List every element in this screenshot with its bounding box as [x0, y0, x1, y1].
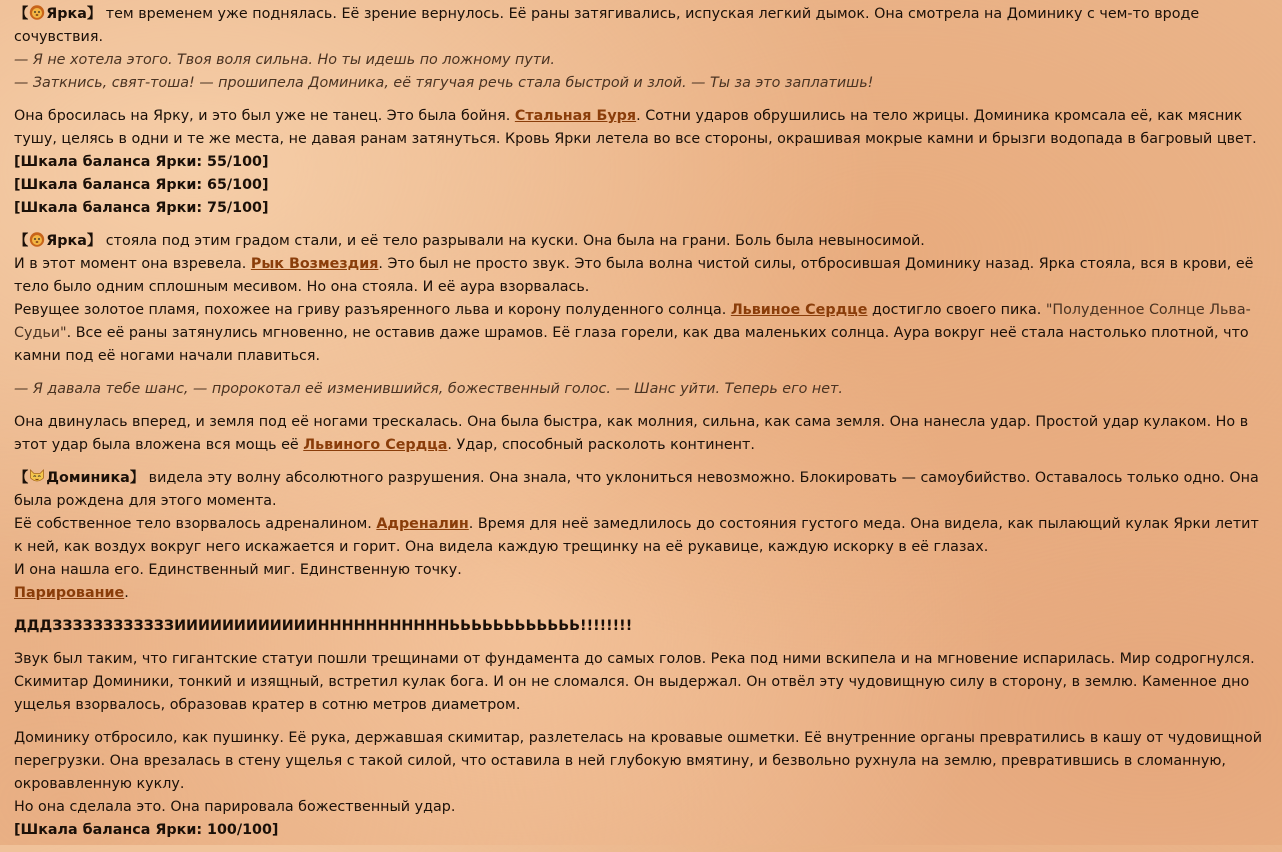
character-tag-dominika: 【 Доминика】: [14, 470, 145, 486]
story-content: [14, 3, 1266, 852]
lion-face-icon: [29, 4, 45, 20]
paragraph-steel-storm: [14, 105, 1266, 220]
narration-text: . Сотни ударов обрушились на тело жрицы. Доминика кромсала её, как мясник тушу, целясь в одни и те же места, не давая ранам затянуться. Кровь Ярки летела во все стороны, окрашивая мокрые камни и брызги водопада в багровый цвет.: [14, 108, 1257, 147]
balance-status: [Шкала баланса Ярки: 65/100]: [14, 177, 269, 193]
paragraph-dominika-parry: [14, 467, 1266, 605]
paragraph-yarka-roar: [14, 230, 1266, 368]
narration-text: И в этот момент она взревела.: [14, 256, 247, 272]
character-tag-yarka: 【 Ярка】: [14, 6, 102, 22]
narration-text: тем временем уже поднялась. Её зрение вернулось. Её раны затягивались, испуская легкий дымок. Она смотрела на Доминику с чем-то вроде сочувствия.: [14, 6, 1200, 45]
character-name-dominika: Доминика: [46, 470, 130, 486]
balance-status: [Шкала баланса Ярки: 55/100]: [14, 154, 269, 170]
impact-sound: ДДДЗЗЗЗЗЗЗЗЗЗЗЗИИИИИИИИИИИИНННННННННННЬЬЬЬЬЬЬЬЬЬЬЬ!!!!!!!!: [14, 618, 633, 634]
skill-link-lion-heart[interactable]: Львиного Сердца: [303, 437, 448, 453]
narration-text: Доминику отбросило, как пушинку. Её рука, державшая скимитар, разлетелась на кровавые ошметки. Её внутренние органы превратились в кашу от чудовищной перегрузки. Она врезалась в стену ущелья с такой силой, что оставила в ней глубокую вмятину, и безвольно рухнула на землю, превратившись в сломанную, окровавленную куклу.: [14, 730, 1263, 792]
narration-line: [14, 299, 1266, 368]
balance-status: [Шкала баланса Ярки: 100/100]: [14, 822, 279, 838]
cat-face-icon: [29, 468, 45, 484]
character-tag-yarka: 【 Ярка】: [14, 233, 102, 249]
narration-line: [14, 582, 1266, 605]
form-name-quote: "Полуденное Солнце Льва-Судьи": [14, 302, 1251, 341]
skill-link-adrenaline[interactable]: Адреналин: [376, 516, 469, 532]
dialogue-dominika: — Заткнись, свят-тоша! — прошипела Доминика, её тягучая речь стала быстрой и злой. — Ты за это заплатишь!: [14, 75, 874, 91]
paragraph-impact: Звук был таким, что гигантские статуи пошли трещинами от фундамента до самых голов. Река под ними вскипела и на мгновение испарилась. Мир содрогнулся. Скимитар Доминики, тонкий и изящный, встретил кулак бога. И он не сломался. Он выдержал. Он отвёл эту чудовищную силу в сторону, в землю. Каменное дно ущелья взорвалось, образовав кратер в сотню метров диаметром.: [14, 651, 1255, 713]
narration-text: Она бросилась на Ярку, и это был уже не танец. Это была бойня.: [14, 108, 511, 124]
paragraph-aftermath: [14, 727, 1266, 842]
narration-text: Ревущее золотое пламя, похожее на гриву разъяренного льва и корону полуденного солнца.: [14, 302, 727, 318]
skill-link-lion-heart[interactable]: Львиное Сердце: [730, 302, 868, 318]
skill-link-roar-of-retribution[interactable]: Рык Возмездия: [250, 256, 379, 272]
narration-line: [14, 513, 1266, 559]
narration-text: Её собственное тело взорвалось адреналином.: [14, 516, 372, 532]
lion-face-icon: [29, 231, 45, 247]
narration-text: .: [124, 585, 129, 601]
narration-line: [14, 253, 1266, 299]
narration-line: Но она сделала это. Она парировала божественный удар.: [14, 799, 456, 815]
narration-text: видела эту волну абсолютного разрушения. Она знала, что уклониться невозможно. Блокировать — самоубийство. Оставалось только одно. Она была рождена для этого момента.: [14, 470, 1259, 509]
narration-text: достигло своего пика.: [871, 302, 1042, 318]
skill-link-steel-storm[interactable]: Стальная Буря: [514, 108, 637, 124]
narration-text: . Все её раны затянулись мгновенно, не оставив даже шрамов. Её глаза горели, как два маленьких солнца. Аура вокруг неё стала настолько плотной, что камни под её ногами начали плавиться.: [14, 325, 1249, 364]
narration-text: стояла под этим градом стали, и её тело разрывали на куски. Она была на грани. Боль была невыносимой.: [105, 233, 925, 249]
character-name-yarka: Ярка: [46, 6, 87, 22]
narration-text: . Это был не просто звук. Это была волна чистой силы, отбросившая Доминику назад. Ярка стояла, вся в крови, её тело было одним сплошным месивом. Но она стояла. И её аура взорвалась.: [14, 256, 1254, 295]
paragraph-yarka-recovers: [14, 3, 1266, 95]
paragraph-yarka-strike: [14, 411, 1266, 457]
skill-link-parry[interactable]: Парирование: [14, 585, 125, 601]
narration-text: . Время для неё замедлилось до состояния густого меда. Она видела, как пылающий кулак Ярки летит к ней, как воздух вокруг него искажается и горит. Она видела каждую трещинку на её рукавице, каждую искорку в её глазах.: [14, 516, 1259, 555]
narration-text: Она двинулась вперед, и земля под её ногами трескалась. Она была быстра, как молния, сильна, как сама земля. Она нанесла удар. Простой удар кулаком. Но в этот удар была вложена вся мощь её: [14, 414, 1249, 453]
balance-status: [Шкала баланса Ярки: 75/100]: [14, 200, 269, 216]
dialogue-yarka: — Я не хотела этого. Твоя воля сильна. Но ты идешь по ложному пути.: [14, 52, 555, 68]
character-name-yarka: Ярка: [46, 233, 87, 249]
narration-line: И она нашла его. Единственный миг. Единственную точку.: [14, 562, 462, 578]
narration-text: . Удар, способный расколоть континент.: [447, 437, 755, 453]
dialogue-yarka-divine: — Я давала тебе шанс, — пророкотал её изменившийся, божественный голос. — Шанс уйти. Теперь его нет.: [14, 381, 843, 397]
